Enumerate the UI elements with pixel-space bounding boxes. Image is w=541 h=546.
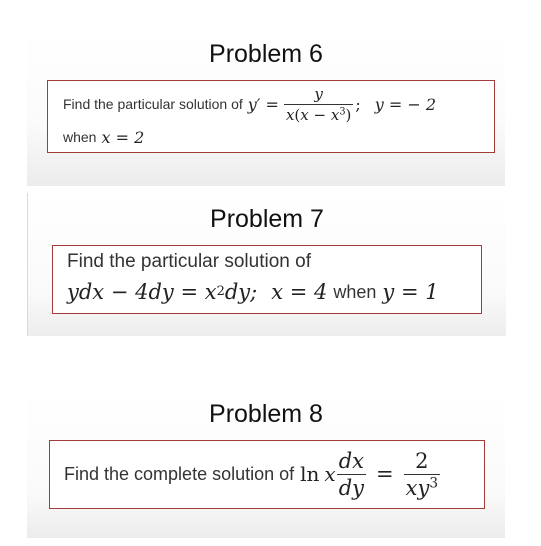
problem-7-eq-left: ydx − 4dy = x — [67, 280, 217, 304]
problem-6-box — [47, 80, 495, 153]
problem-8-frac1-den: dy — [338, 475, 365, 500]
problem-6-when: when — [63, 129, 97, 145]
problem-6-denominator — [284, 104, 353, 124]
problem-6-when-expr: x = 2 — [101, 127, 145, 147]
problem-6-heading: Problem 6 — [209, 40, 323, 68]
problem-8-frac2-den — [404, 474, 440, 500]
problem-6-slide — [27, 28, 505, 186]
problem-8-frac2-den-exp: 3 — [429, 475, 439, 491]
problem-8-line — [64, 443, 440, 505]
problem-7-when-expr: y = 1 — [382, 280, 439, 304]
problem-6-den-minus: − — [308, 105, 331, 124]
problem-6-den-open: ( — [294, 105, 301, 124]
problem-7-heading: Problem 7 — [210, 205, 324, 233]
problem-7-when: when — [333, 281, 377, 302]
problem-8-frac2-den-base: xy — [405, 475, 430, 500]
problem-8-frac2-num: 2 — [415, 448, 429, 473]
problem-6-den-close: ) — [345, 105, 352, 124]
problem-8-equals: = — [376, 462, 394, 486]
problem-7-line-1 — [67, 250, 311, 274]
problem-7-box — [52, 245, 482, 314]
problem-8-frac1-num: dx — [338, 448, 364, 473]
problem-6-lhs: y′ = — [247, 94, 279, 114]
problem-7-condition: x = 4 — [271, 280, 328, 304]
problem-8-box — [49, 440, 485, 509]
problem-8-intro: Find the complete solution of — [64, 463, 295, 484]
problem-6-den-x: x — [285, 105, 295, 124]
problem-7-eq-right: dy; — [224, 280, 258, 304]
problem-8-slide — [27, 390, 505, 538]
problem-7-intro: Find the particular solution of — [67, 251, 311, 272]
problem-8-x: x — [324, 462, 336, 486]
problem-6-den-x2: x — [300, 105, 309, 124]
problem-6-line-1 — [63, 86, 436, 122]
problem-8-fraction-2 — [404, 449, 440, 500]
problem-6-numerator: y — [314, 84, 323, 103]
problem-6-separator: ; — [355, 94, 361, 114]
problem-8-heading: Problem 8 — [209, 400, 323, 428]
problem-8-fraction-1 — [337, 449, 366, 500]
problem-7-line-2: ydx − 4dy = x 2 dy; x = 4 when y = 1 — [67, 280, 439, 304]
problem-6-den-exp: 3 — [339, 106, 346, 118]
problem-7-slide — [27, 193, 506, 336]
problem-6-intro: Find the particular solution of — [63, 96, 243, 112]
problem-6-den-x3: x — [330, 105, 340, 124]
problem-6-condition: y = − 2 — [374, 94, 437, 114]
problem-6-fraction — [284, 85, 353, 124]
problem-8-ln: ln — [300, 462, 320, 486]
problem-6-line-2 — [63, 127, 144, 147]
